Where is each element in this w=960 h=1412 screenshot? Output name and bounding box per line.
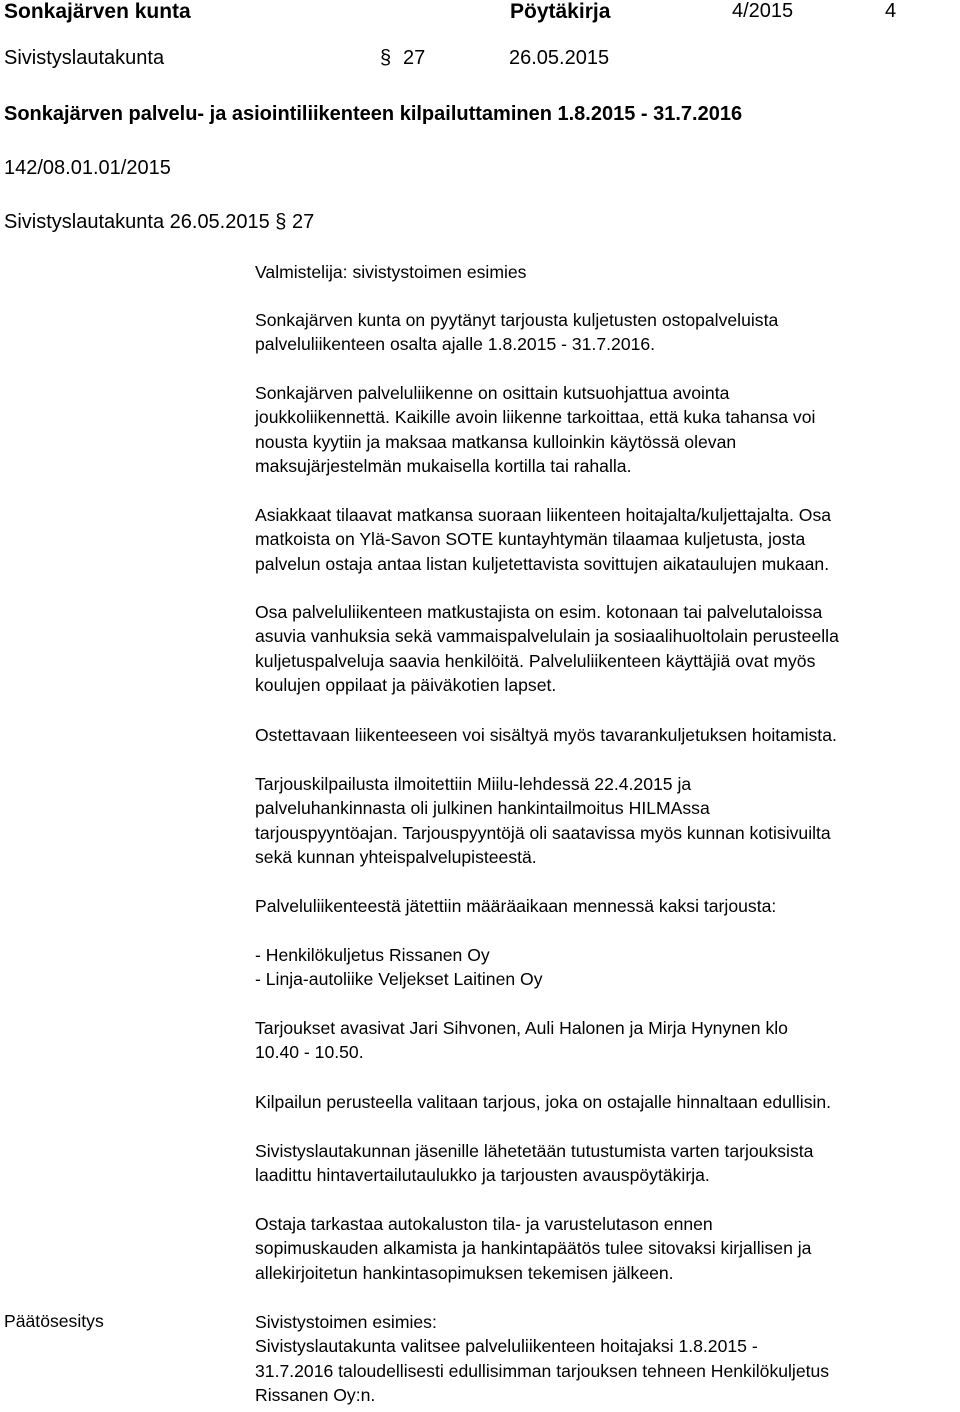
meeting-reference <box>4 211 314 234</box>
meeting-reference-section: 27 <box>291 211 315 233</box>
municipality-name: Sonkajärven kunta <box>4 0 191 23</box>
paragraph-line: Asiakkaat tilaavat matkansa suoraan liikenteen hoitajalta/kuljettajalta. Osa <box>255 505 832 525</box>
paragraph-public-transport <box>255 381 960 478</box>
paragraph-line: laadittu hintavertailutaulukko ja tarjousten avauspöytäkirja. <box>255 1165 710 1186</box>
paragraph-line: Valmistelija: sivistystoimen esimies <box>255 262 527 282</box>
proposal-text <box>255 1310 960 1407</box>
paragraph-line: sekä kunnan yhteispalvelupisteestä. <box>255 846 537 867</box>
paragraph-line: Ostaja tarkastaa autokaluston tila- ja varustelutason ennen <box>255 1214 713 1234</box>
paragraph-line: Kilpailun perusteella valitaan tarjous, joka on ostajalle hinnaltaan edullisin. <box>255 1092 832 1112</box>
proposal-line: Sivistystoimen esimies: <box>255 1312 437 1332</box>
paragraph-line: palveluhankinnasta oli julkinen hankintailmoitus HILMAssa <box>255 798 710 819</box>
paragraph-line: Tarjoukset avasivat Jari Sihvonen, Auli Halonen ja Mirja Hynynen klo <box>255 1018 788 1038</box>
paragraph-line: Sonkajärven palveluliikenne on osittain kutsuohjattua avointa <box>255 383 730 403</box>
paragraph-line: koulujen oppilaat ja päiväkotien lapset. <box>255 674 557 695</box>
paragraph-line: maksujärjestelmän mukaisella kortilla tai rahalla. <box>255 455 632 476</box>
paragraph-line: palveluliikenteen osalta ajalle 1.8.2015 - 31.7.2016. <box>255 334 656 355</box>
paragraph-line: palvelun ostaja antaa listan kuljetettavista sovittujen aikataulujen mukaan. <box>255 553 830 574</box>
paragraph-line: matkoista on Ylä-Savon SOTE kuntayhtymän tilaamaa kuljetusta, josta <box>255 529 806 550</box>
meeting-reference-text: Sivistyslautakunta 26.05.2015 <box>4 211 270 233</box>
paragraph-line: asuvia vanhuksia sekä vammaispalvelulain ja sosiaalihuoltolain perusteella <box>255 626 839 647</box>
offer-list-item: - Linja-autoliike Veljekset Laitinen Oy <box>255 969 543 990</box>
offer-list <box>255 943 960 992</box>
paragraph-customers <box>255 503 960 576</box>
paragraph-announcement <box>255 772 960 869</box>
paragraph-line: 10.40 - 10.50. <box>255 1042 364 1063</box>
document-number: 4/2015 <box>732 0 794 22</box>
item-title: Sonkajärven palvelu- ja asiointiliikenteen kilpailuttaminen 1.8.2015 - 31.7.2016 <box>4 103 743 125</box>
paragraph-line: Tarjouskilpailusta ilmoitettiin Miilu-lehdessä 22.4.2015 ja <box>255 774 692 794</box>
paragraph-line: Osa palveluliikenteen matkustajista on esim. kotonaan tai palvelutaloissa <box>255 602 823 622</box>
paragraph-request <box>255 308 960 357</box>
record-number: 142/08.01.01/2015 <box>4 157 171 179</box>
proposal-line: Rissanen Oy:n. <box>255 1384 376 1405</box>
paragraph-line: Sonkajärven kunta on pyytänyt tarjousta kuljetusten ostopalveluista <box>255 310 779 330</box>
paragraph-criteria <box>255 1090 960 1114</box>
section-number: 27 <box>403 47 426 69</box>
paragraph-opening <box>255 1016 960 1065</box>
section-sign: § <box>380 47 392 69</box>
paragraph-line: Ostettavaan liikenteeseen voi sisältyä myös tavarankuljetuksen hoitamista. <box>255 725 837 745</box>
paragraph-line: allekirjoitetun hankintasopimuksen tekemisen jälkeen. <box>255 1262 674 1283</box>
proposal-line: Sivistyslautakunta valitsee palveluliikenteen hoitajaksi 1.8.2015 - <box>255 1336 758 1357</box>
paragraph-line: tarjouspyyntöajan. Tarjouspyyntöjä oli saatavissa myös kunnan kotisivuilta <box>255 822 831 843</box>
paragraph-line: kuljetuspalveluja saavia henkilöitä. Palveluliikenteen käyttäjiä ovat myös <box>255 650 816 671</box>
board-name: Sivistyslautakunta <box>4 47 165 69</box>
proposal-line: 31.7.2016 taloudellisesti edullisimman tarjouksen tehneen Henkilökuljetus <box>255 1360 830 1381</box>
paragraph-line: Palveluliikenteestä jätettiin määräaikaan mennessä kaksi tarjousta: <box>255 896 777 916</box>
page-number: 4 <box>885 0 897 22</box>
paragraph-inspection <box>255 1212 960 1285</box>
proposal-label: Päätösesitys <box>4 1311 104 1331</box>
meeting-reference-section-sign: § <box>275 211 287 233</box>
paragraph-offers-count <box>255 894 960 918</box>
paragraph-comparison <box>255 1139 960 1188</box>
meeting-date: 26.05.2015 <box>509 47 610 69</box>
paragraph-line: sopimuskauden alkamista ja hankintapäätös tulee sitovaksi kirjallisen ja <box>255 1238 812 1259</box>
document-type: Pöytäkirja <box>510 0 611 23</box>
offer-list-item: - Henkilökuljetus Rissanen Oy <box>255 945 490 965</box>
paragraph-passengers <box>255 600 960 697</box>
paragraph-line: Sivistyslautakunnan jäsenille lähetetään tutustumista varten tarjouksista <box>255 1141 814 1161</box>
paragraph-goods <box>255 723 960 747</box>
paragraph-line: nousta kyytiin ja maksaa matkansa kulloinkin käytössä olevan <box>255 431 737 452</box>
paragraph-preparer <box>255 260 960 284</box>
paragraph-line: joukkoliikennettä. Kaikille avoin liikenne tarkoittaa, että kuka tahansa voi <box>255 407 816 428</box>
